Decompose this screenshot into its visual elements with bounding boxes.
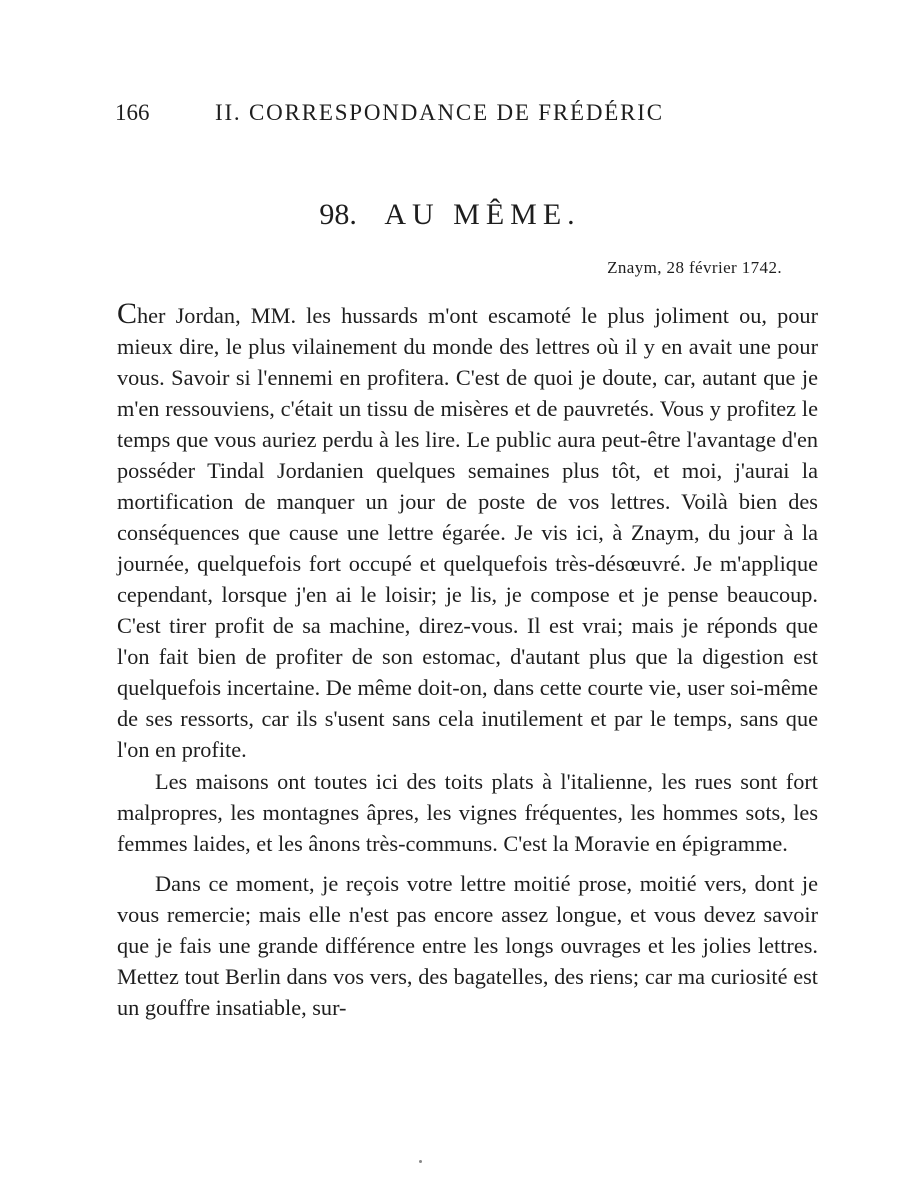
initial-letter: C [117,297,138,330]
paragraph-2: Les maisons ont toutes ici des toits plats à l'italienne, les rues sont fort malpropres, les montagnes âpres, les vignes fréquentes, les hommes sots, les femmes laides, et les ânons très-communs. C'est la Moravie en épigramme. [117,769,818,856]
letter-recipient: AU MÊME. [384,198,581,231]
running-head [115,100,815,126]
running-head-title: II. CORRESPONDANCE DE FRÉDÉRIC [215,100,664,125]
letter-number: 98. [319,198,357,231]
letter-dateline: Znaym, 28 février 1742. [607,258,782,277]
paragraph-1-text: her Jordan, MM. les hussards m'ont escamoté le plus joliment ou, pour mieux dire, le plus vilainement du monde des lettres où il y en avait une pour vous. Savoir si l'ennemi en profitera. C'est de quoi je doute, car, autant que je m'en ressouviens, c'était un tissu de misères et de pauvretés. Vous y profitez le temps que vous auriez perdu à les lire. Le public aura peut-être l'avantage d'en posséder Tindal Jordanien quelques semaines plus tôt, et moi, j'aurai la mortification de manquer un jour de poste de vos lettres. Voilà bien des conséquences que cause une lettre égarée. Je vis ici, à Znaym, du jour à la journée, quelquefois fort occupé et quelquefois très-désœuvré. Je m'applique cependant, lorsque j'en ai le loisir; je lis, je compose et je pense beaucoup. C'est tirer profit de sa machine, direz-vous. Il est vrai; mais je réponds que l'on fait bien de profiter de son estomac, d'autant plus que la digestion est quelquefois incertaine. De même doit-on, dans cette courte vie, user soi-même de ses ressorts, car ils s'usent sans cela inutilement et par le temps, sans que l'on en profite. [117,303,818,762]
page-number: 166 [115,100,150,125]
print-speck [419,1160,422,1163]
paragraph-3: Dans ce moment, je reçois votre lettre moitié prose, moitié vers, dont je vous remercie; mais elle n'est pas encore assez longue, et vous devez savoir que je fais une grande différence entre les longs ouvrages et les jolies lettres. Mettez tout Berlin dans vos vers, des bagatelles, des riens; car ma curiosité est un gouffre insatiable, sur- [117,871,818,1020]
letter-body [117,298,818,1023]
letter-heading [0,198,900,232]
paragraph-1 [117,298,818,765]
